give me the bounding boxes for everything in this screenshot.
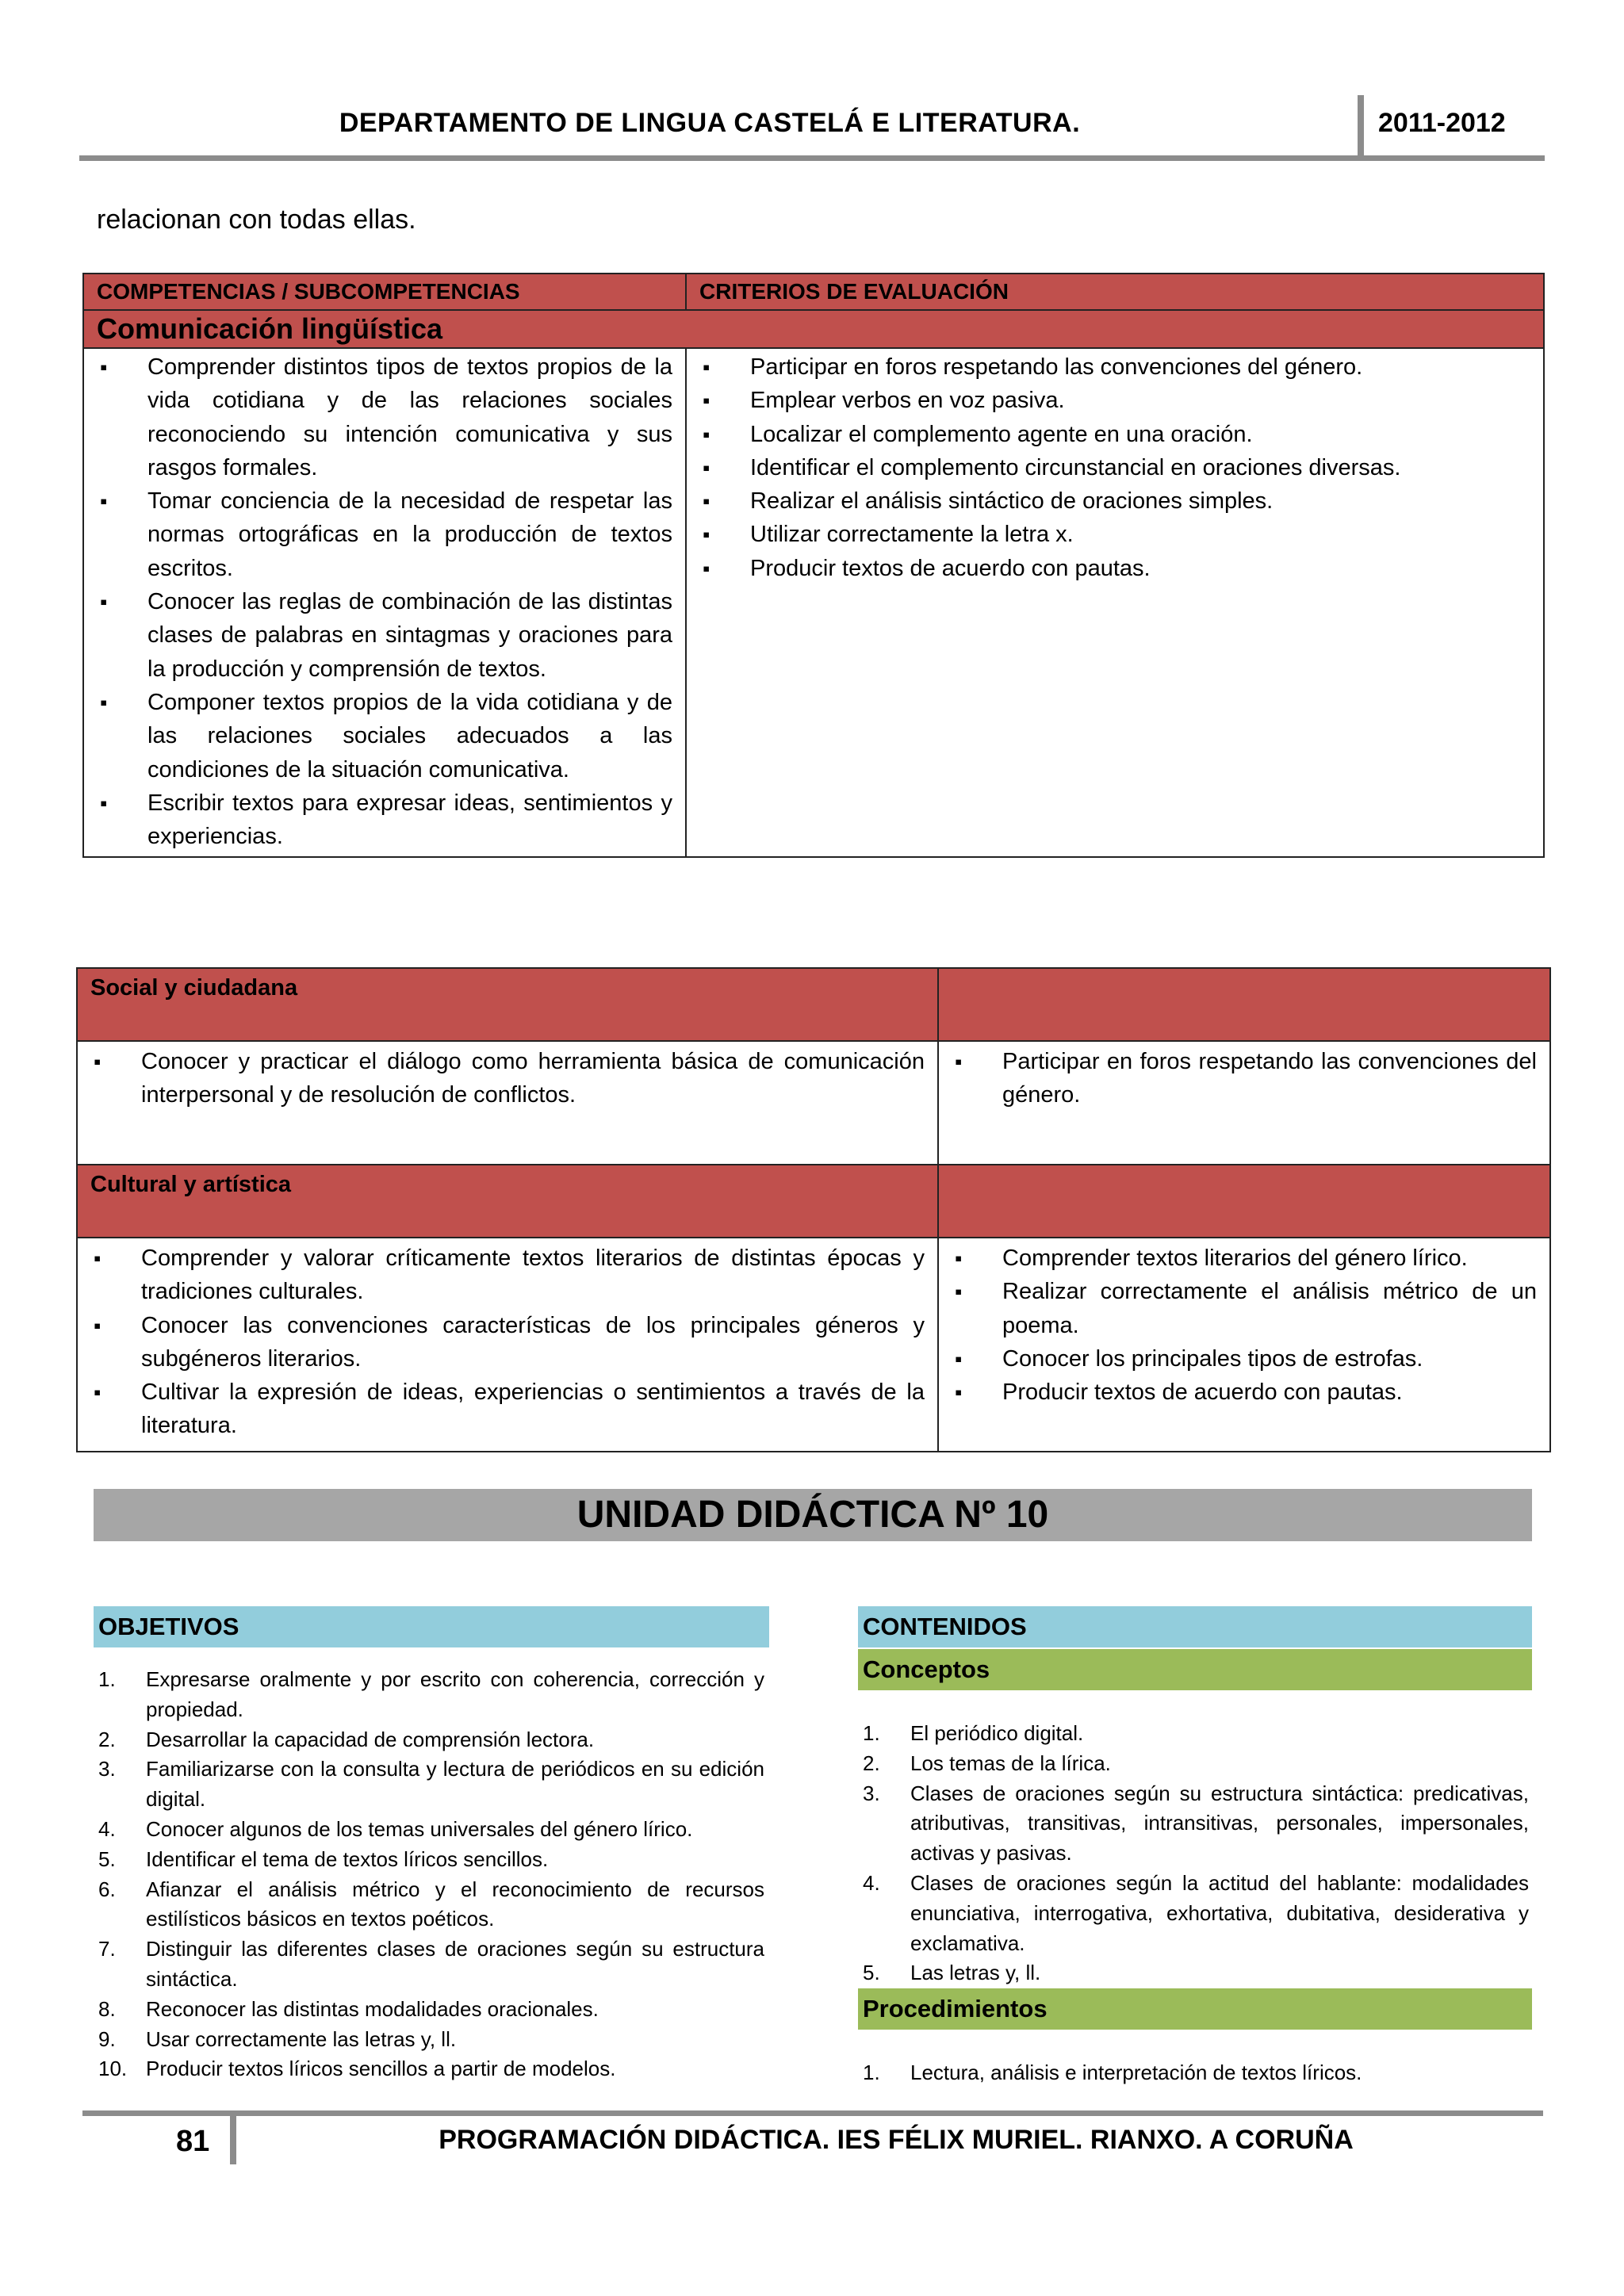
criterios-list <box>699 350 1530 585</box>
list-item: 6. Afianzar el análisis métrico y el reconocimiento de recursos estilísticos básicos en textos poéticos. <box>98 1877 764 1931</box>
social-criterios-cell <box>938 1041 1550 1165</box>
social-competencias-list <box>90 1045 925 1112</box>
section-comunicacion: Comunicación lingüística <box>83 310 1544 348</box>
list-item: ▪ Tomar conciencia de la necesidad de respetar las normas ortográficas en la producción de textos escritos. <box>97 484 672 585</box>
footer-divider <box>230 2110 236 2164</box>
competencias-list <box>97 350 672 853</box>
list-item: 1. Lectura, análisis e interpretación de textos líricos. <box>863 2061 1362 2084</box>
list-item: 1. Expresarse oralmente y por escrito con coherencia, corrección y propiedad. <box>98 1667 764 1721</box>
list-item: 2. Desarrollar la capacidad de comprensión lectora. <box>98 1727 595 1751</box>
table-header-row <box>83 274 1544 310</box>
list-item: ▪ Escribir textos para expresar ideas, sentimientos y experiencias. <box>97 786 672 854</box>
procedimientos-list <box>860 2058 1529 2088</box>
list-item: 5. Identificar el tema de textos líricos sencillos. <box>98 1846 549 1871</box>
conceptos-list <box>860 1719 1529 1988</box>
cultural-body-row <box>77 1238 1550 1452</box>
list-item: 2. Los temas de la lírica. <box>863 1751 1111 1775</box>
list-item: 4. Conocer algunos de los temas universales del género lírico. <box>98 1816 693 1841</box>
list-item: ▪ Participar en foros respetando las convenciones del género. <box>699 350 1530 384</box>
social-body-row <box>77 1041 1550 1165</box>
cultural-competencias-cell <box>77 1238 938 1452</box>
intro-text: relacionan con todas ellas. <box>97 205 416 235</box>
competencias-cell <box>83 348 686 857</box>
list-item: ▪ Conocer las convenciones características de los principales géneros y subgéneros literarios. <box>90 1309 925 1376</box>
cultural-competencias-list <box>90 1242 925 1443</box>
list-item: ▪ Identificar el complemento circunstancial en oraciones diversas. <box>699 451 1530 484</box>
col-criterios-header: CRITERIOS DE EVALUACIÓN <box>686 274 1544 310</box>
social-competencias-cell <box>77 1041 938 1165</box>
list-item: 9. Usar correctamente las letras y, ll. <box>98 2026 457 2051</box>
list-item: ▪ Comprender y valorar críticamente textos literarios de distintas épocas y tradiciones culturales. <box>90 1242 925 1309</box>
social-header-empty <box>938 968 1550 1041</box>
criterios-cell <box>686 348 1544 857</box>
footer-text: PROGRAMACIÓN DIDÁCTICA. IES FÉLIX MURIEL. RIANXO. A CORUÑA <box>439 2125 1354 2155</box>
social-criterios-list <box>952 1045 1537 1112</box>
list-item: ▪ Realizar correctamente el análisis métrico de un poema. <box>952 1275 1537 1342</box>
table-body-row <box>83 348 1544 857</box>
cultural-criterios-cell <box>938 1238 1550 1452</box>
cultural-title: Cultural y artística <box>77 1165 938 1238</box>
header-divider <box>1358 95 1364 159</box>
list-item: ▪ Comprender distintos tipos de textos propios de la vida cotidiana y de las relaciones sociales reconociendo su intención comunicativa y sus rasgos formales. <box>97 350 672 484</box>
header-department: DEPARTAMENTO DE LINGUA CASTELÁ E LITERATURA. <box>339 108 1081 138</box>
list-item: 3. Familiarizarse con la consulta y lectura de periódicos en su edición digital. <box>98 1757 764 1812</box>
list-item: ▪ Realizar el análisis sintáctico de oraciones simples. <box>699 484 1530 518</box>
list-item: 10. Producir textos líricos sencillos a partir de modelos. <box>98 2057 616 2081</box>
list-item: ▪ Producir textos de acuerdo con pautas. <box>699 552 1530 585</box>
list-item: ▪ Componer textos propios de la vida cotidiana y de las relaciones sociales adecuados a las condiciones de la situación comunicativa. <box>97 686 672 786</box>
cultural-header-empty <box>938 1165 1550 1238</box>
cultural-header-row <box>77 1165 1550 1238</box>
list-item: 4. Clases de oraciones según la actitud del hablante: modalidades enunciativa, interrogativa, exhortativa, dubitativa, desiderativa y exclamativa. <box>863 1870 1529 1955</box>
objetivos-heading: OBJETIVOS <box>94 1606 769 1647</box>
list-item: ▪ Conocer y practicar el diálogo como herramienta básica de comunicación interpersonal y de resolución de conflictos. <box>90 1045 925 1112</box>
unit-title: UNIDAD DIDÁCTICA Nº 10 <box>94 1489 1532 1541</box>
list-item: 5. Las letras y, ll. <box>863 1961 1041 1985</box>
list-item: ▪ Producir textos de acuerdo con pautas. <box>952 1376 1537 1409</box>
social-title: Social y ciudadana <box>77 968 938 1041</box>
procedimientos-heading: Procedimientos <box>858 1988 1532 2030</box>
cultural-criterios-list <box>952 1242 1537 1409</box>
list-item: ▪ Localizar el complemento agente en una oración. <box>699 418 1530 451</box>
footer-rule <box>82 2110 1543 2116</box>
header-year: 2011-2012 <box>1378 108 1506 138</box>
conceptos-heading: Conceptos <box>858 1649 1532 1690</box>
competencias-table <box>82 273 1545 858</box>
list-item: ▪ Conocer las reglas de combinación de las distintas clases de palabras en sintagmas y oraciones para la producción y comprensión de textos. <box>97 585 672 686</box>
social-cultural-table <box>76 967 1551 1452</box>
section-row <box>83 310 1544 348</box>
contenidos-heading: CONTENIDOS <box>858 1606 1532 1647</box>
social-header-row <box>77 968 1550 1041</box>
list-item: 7. Distinguir las diferentes clases de oraciones según su estructura sintáctica. <box>98 1937 764 1991</box>
list-item: ▪ Participar en foros respetando las convenciones del género. <box>952 1045 1537 1112</box>
list-item: 8. Reconocer las distintas modalidades oracionales. <box>98 1996 599 2021</box>
list-item: ▪ Conocer los principales tipos de estrofas. <box>952 1342 1537 1376</box>
list-item: ▪ Utilizar correctamente la letra x. <box>699 518 1530 551</box>
header-rule <box>79 155 1545 161</box>
list-item: 3. Clases de oraciones según su estructura sintáctica: predicativas, atributivas, transitivas, intransitivas, personales, impersonales, activas y pasivas. <box>863 1781 1529 1866</box>
col-competencias-header: COMPETENCIAS / SUBCOMPETENCIAS <box>83 274 686 310</box>
objetivos-list <box>95 1665 764 2084</box>
page-number: 81 <box>176 2125 210 2158</box>
list-item: ▪ Comprender textos literarios del género lírico. <box>952 1242 1537 1275</box>
list-item: ▪ Emplear verbos en voz pasiva. <box>699 384 1530 417</box>
list-item: ▪ Cultivar la expresión de ideas, experiencias o sentimientos a través de la literatura. <box>90 1376 925 1443</box>
list-item: 1. El periódico digital. <box>863 1721 1084 1745</box>
